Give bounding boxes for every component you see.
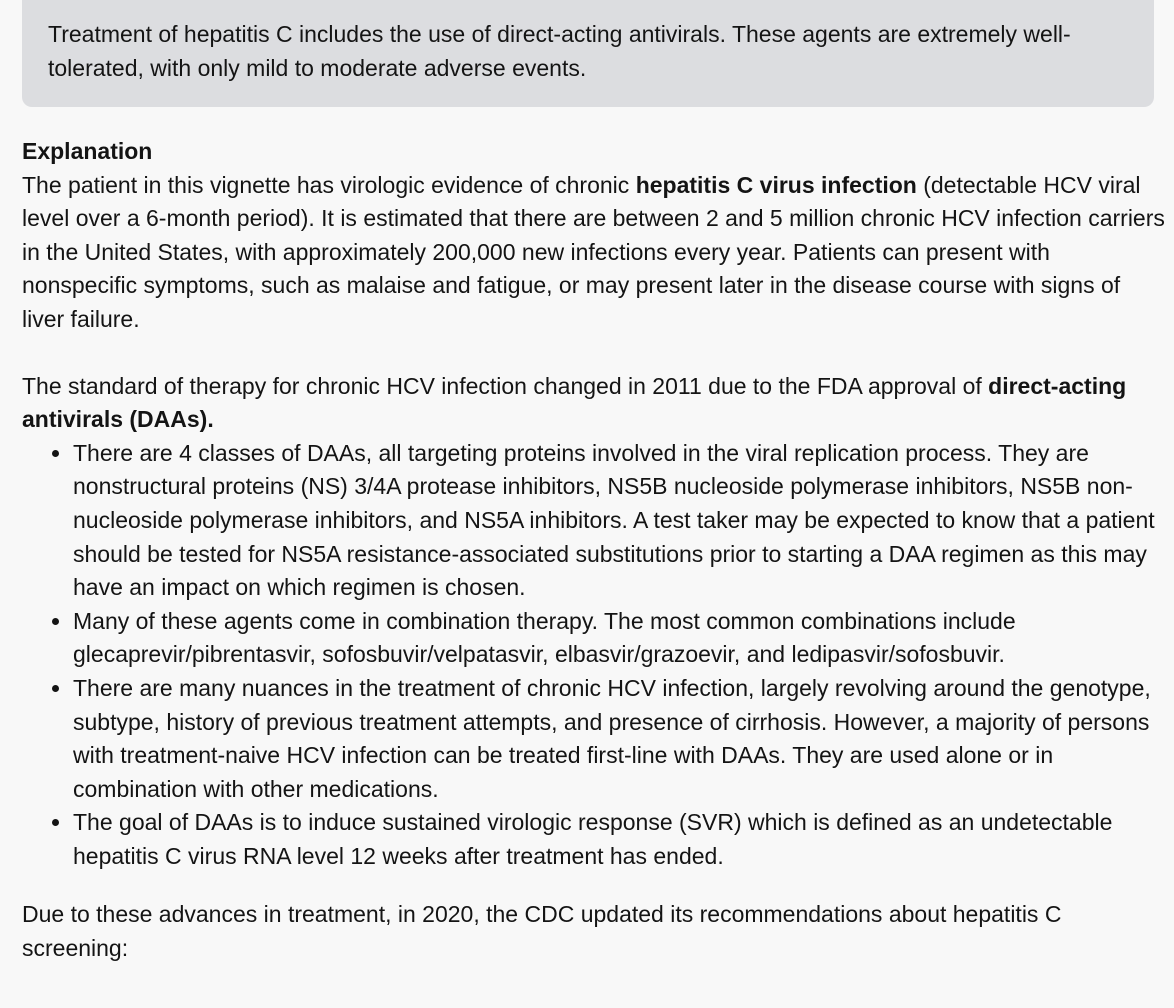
bullet-item: • There are many nuances in the treatment of chronic HCV infection, largely revolving around the genotype, subtype, history of previous treatment attempts, and presence of cirrhosis. However, a majority of persons with treatment-naive HCV infection can be treated first-line with DAAs. They are used alone or in combination with other medications. bbox=[73, 672, 1167, 806]
bullet-item: • The goal of DAAs is to induce sustained virologic response (SVR) which is defined as an undetectable hepatitis C virus RNA level 12 weeks after treatment has ended. bbox=[73, 806, 1167, 873]
paragraph-2-text-before: The standard of therapy for chronic HCV infection changed in 2011 due to the FDA approval of bbox=[22, 372, 989, 399]
paragraph-spacer bbox=[22, 873, 1167, 898]
bullet-item: • Many of these agents come in combination therapy. The most common combinations include glecaprevir/pibrentasvir, sofosbuvir/velpatasvir, elbasvir/grazoevir, and ledipasvir/sofosbuvir. bbox=[73, 605, 1167, 672]
explanation-content bbox=[22, 135, 1167, 966]
paragraph-2-bold-term: direct-acting antivirals (DAAs). bbox=[22, 372, 1127, 433]
paragraph-spacer bbox=[22, 337, 1167, 370]
explanation-paragraph-3: Due to these advances in treatment, in 2020, the CDC updated its recommendations about hepatitis C screening: bbox=[22, 901, 1062, 962]
paragraph-1-text-after: (detectable HCV viral level over a 6-month period). It is estimated that there are between 2 and 5 million chronic HCV infection carriers in the United States, with approximately 200,000 new infections every year. Patients can present with nonspecific symptoms, such as malaise and fatigue, or may present later in the disease course with signs of liver failure. bbox=[22, 171, 1165, 332]
paragraph-1-text-before: The patient in this vignette has virologic evidence of chronic bbox=[22, 171, 636, 198]
answer-choice-text: Treatment of hepatitis C includes the use of direct-acting antivirals. These agents are extremely well-tolerated, with only mild to moderate adverse events. bbox=[48, 21, 1071, 81]
daa-bullet-list bbox=[22, 437, 1167, 874]
explanation-heading: Explanation bbox=[22, 138, 153, 164]
answer-choice-box bbox=[22, 0, 1154, 107]
bullet-item: • There are 4 classes of DAAs, all targeting proteins involved in the viral replication process. They are nonstructural proteins (NS) 3/4A protease inhibitors, NS5B nucleoside polymerase inhibitors, NS5B non-nucleoside polymerase inhibitors, and NS5A inhibitors. A test taker may be expected to know that a patient should be tested for NS5A resistance-associated substitutions prior to starting a DAA regimen as this may have an impact on which regimen is chosen. bbox=[73, 437, 1167, 605]
paragraph-1-bold-term: hepatitis C virus infection bbox=[635, 171, 917, 198]
explanation-paragraph-1 bbox=[22, 169, 1167, 337]
explanation-paragraph-2 bbox=[22, 370, 1167, 437]
